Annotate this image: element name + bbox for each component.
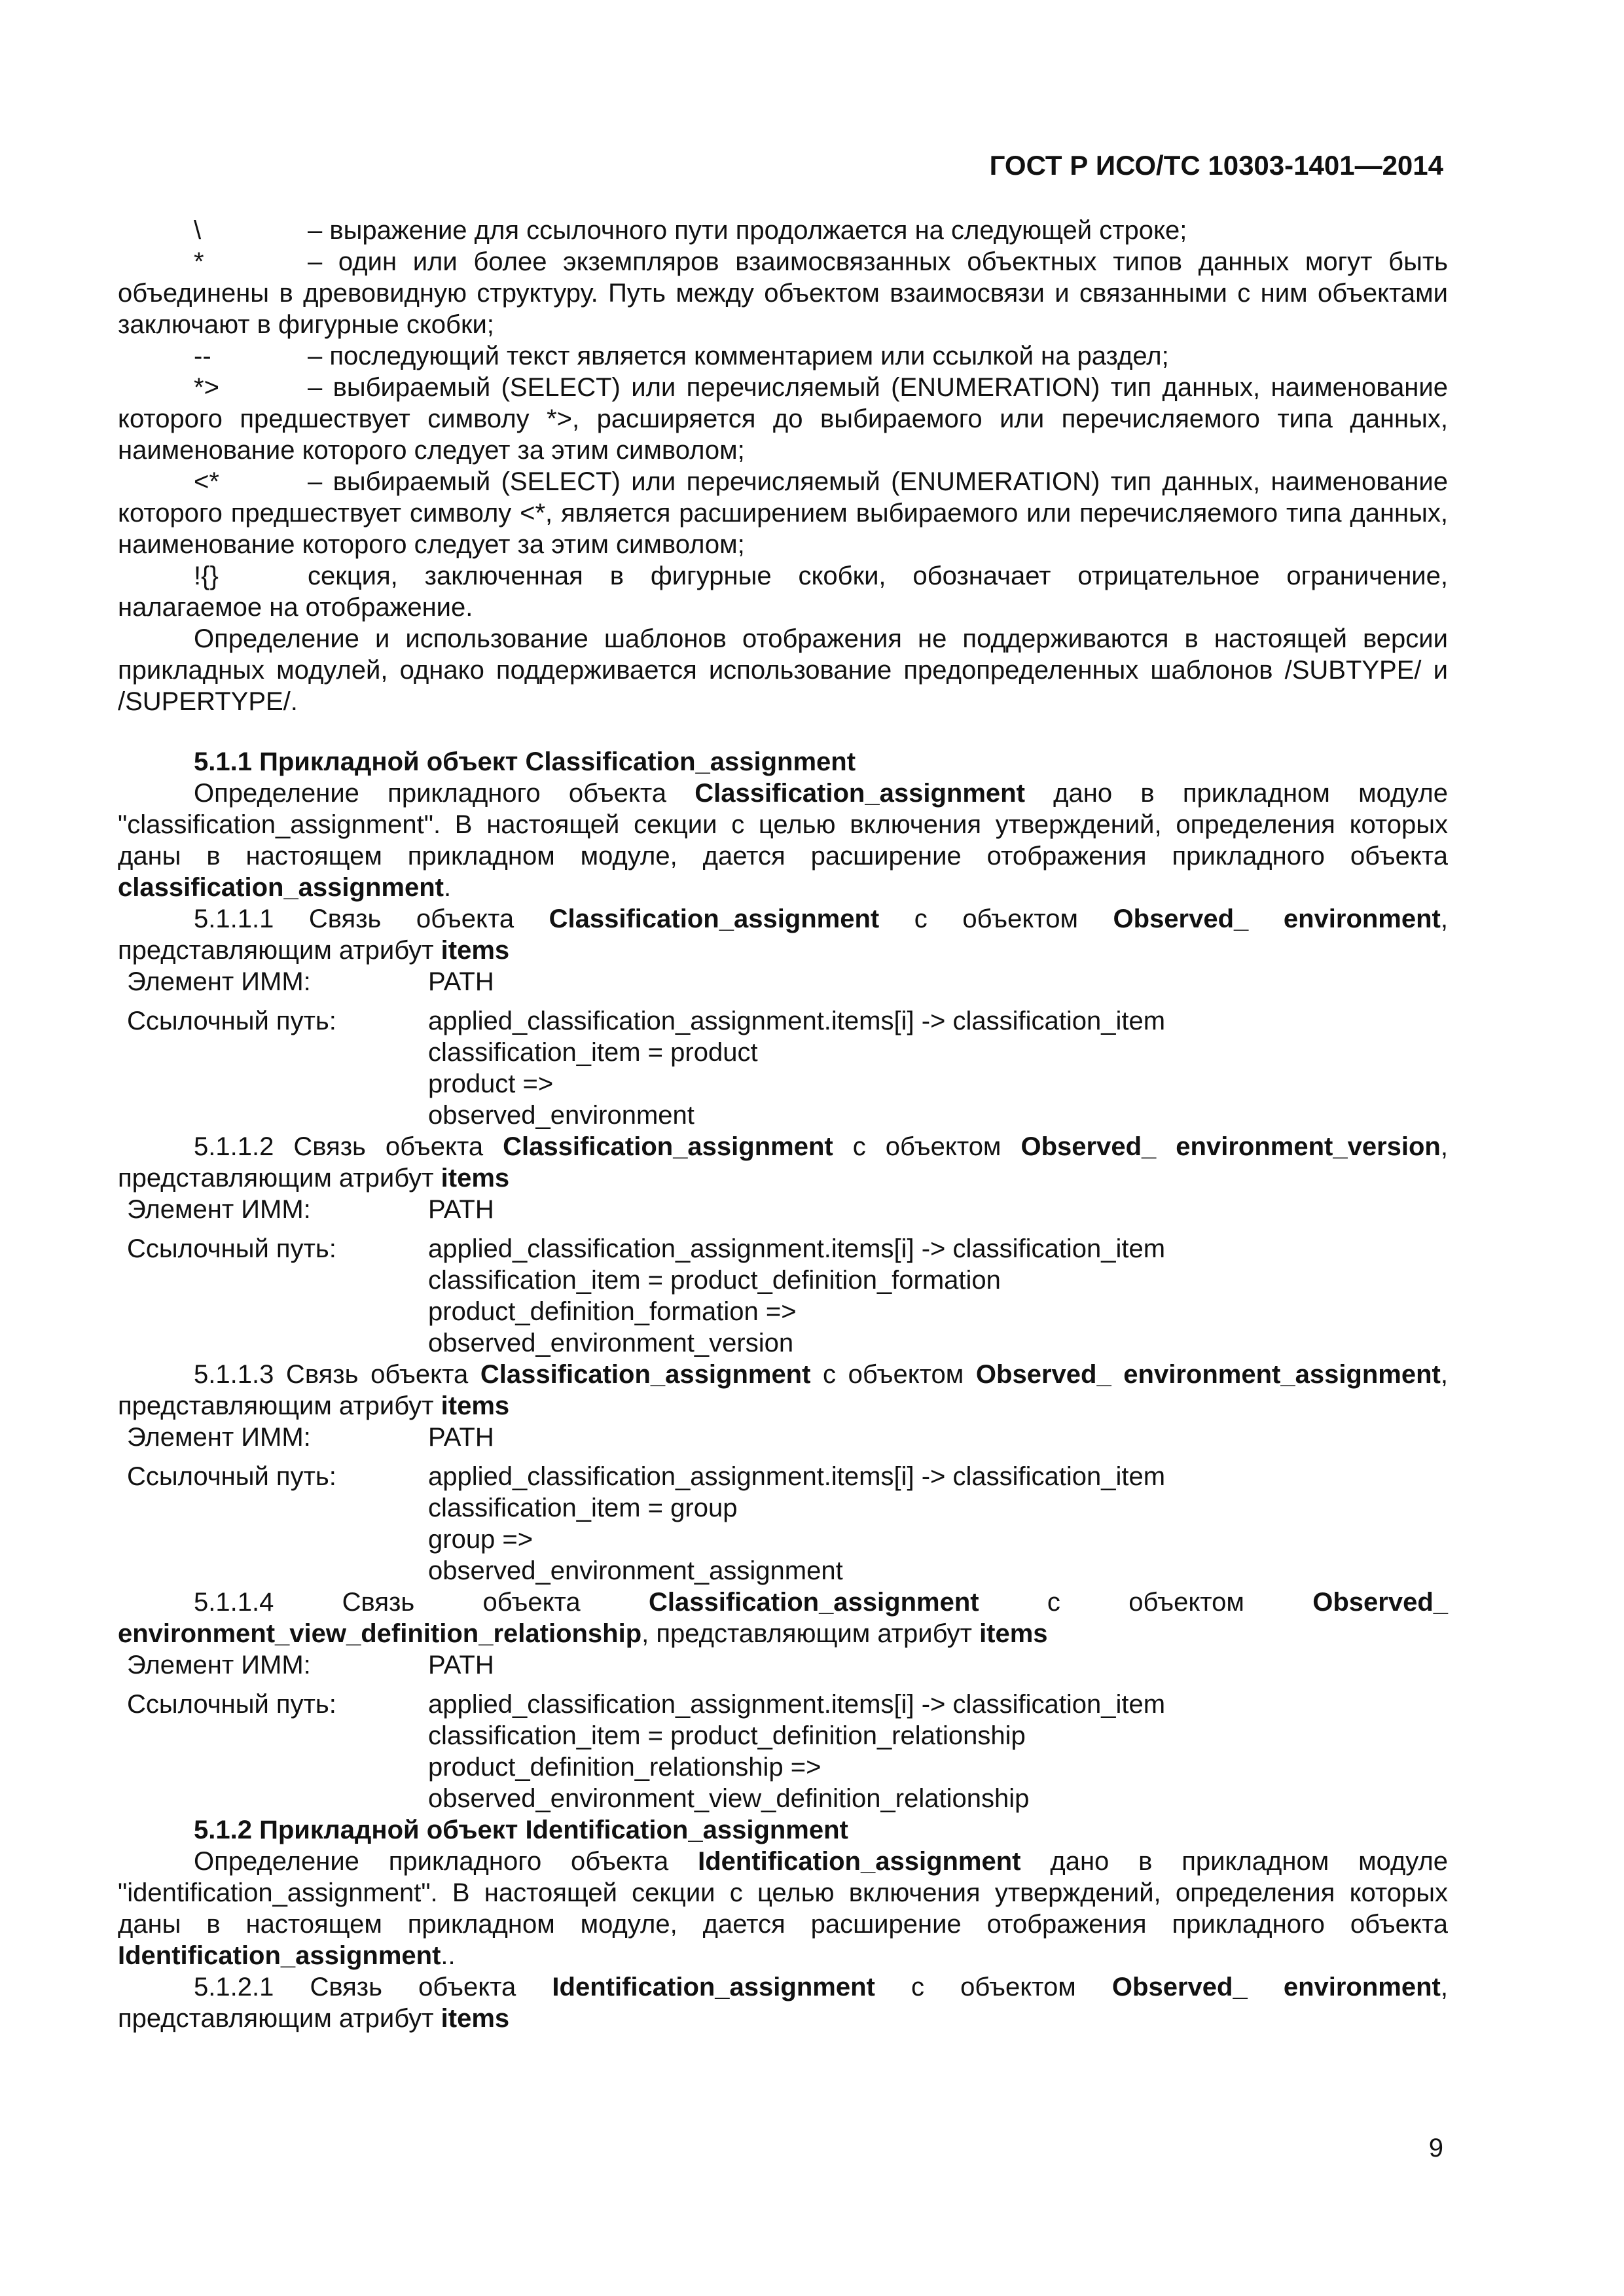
section-intro-5-1-2 bbox=[118, 1846, 1448, 1971]
intro-entity: classification_assignment bbox=[118, 873, 444, 902]
path-label: Ссылочный путь: bbox=[127, 1234, 336, 1263]
mapping-target: Observed_ environment bbox=[1111, 1973, 1441, 2001]
mapping-object: Identification_assignment bbox=[552, 1973, 875, 2001]
intro-entity: Classification_assignment bbox=[695, 779, 1025, 808]
path-line: applied_classification_assignment.items[i] -> classification_item bbox=[428, 1462, 1166, 1491]
path-line: observed_environment_assignment bbox=[428, 1556, 843, 1585]
legend-text: – один или более экземпляров взаимосвязанных объектных типов данных могут быть объединены в древовидную структуру. Путь между объектом взаимосвязи и связанными с ним объектами заключают в фигурные скобки; bbox=[118, 247, 1448, 339]
intro-entity: Identification_assignment bbox=[698, 1847, 1021, 1876]
mapping-number: 5.1.1.4 Связь объекта bbox=[194, 1588, 649, 1617]
path-line: observed_environment_version bbox=[428, 1329, 794, 1357]
intro-text: .. bbox=[441, 1941, 456, 1970]
mapping-attribute: items bbox=[441, 936, 510, 965]
legend-item bbox=[118, 340, 1448, 372]
mapping-text: , представляющим атрибут bbox=[118, 1360, 1448, 1420]
legend-symbol: *> bbox=[194, 373, 219, 402]
mapping-text: с объектом bbox=[810, 1360, 976, 1389]
legend-text: – выбираемый (SELECT) или перечисляемый (ENUMERATION) тип данных, наименование которого предшествует символу <*, является расширением выбираемого или перечисляемого типа данных, наименование которого следует за этим символом; bbox=[118, 467, 1448, 559]
mapping-text: с объектом bbox=[833, 1132, 1021, 1161]
path-lines bbox=[428, 1689, 1448, 1814]
mapping-element-row bbox=[118, 1422, 1448, 1453]
intro-text: Определение прикладного объекта bbox=[194, 1847, 698, 1876]
mapping-number: 5.1.1.2 Связь объекта bbox=[194, 1132, 503, 1161]
mapping-path-row bbox=[118, 1005, 1448, 1131]
path-label: Ссылочный путь: bbox=[127, 1690, 336, 1719]
legend-symbol: !{} bbox=[194, 562, 219, 590]
mapping-attribute: items bbox=[441, 1391, 510, 1420]
mapping-title bbox=[118, 1971, 1448, 2034]
mapping-object: Classification_assignment bbox=[480, 1360, 811, 1389]
path-line: observed_environment bbox=[428, 1101, 695, 1130]
path-line: observed_environment_view_definition_relationship bbox=[428, 1784, 1030, 1813]
mapping-text: с объектом bbox=[979, 1588, 1313, 1617]
intro-text: дано в прикладном модуле "classification_assignment". В настоящей секции с целью включения утверждений, определения которых даны в настоящем прикладном модуле, дается расширение отображения прикладного объекта bbox=[118, 779, 1449, 870]
intro-text: Определение прикладного объекта bbox=[194, 779, 695, 808]
mapping-text: с объектом bbox=[875, 1973, 1112, 2001]
legend-item bbox=[118, 246, 1448, 340]
document-header: ГОСТ Р ИСО/ТС 10303-1401—2014 bbox=[989, 150, 1443, 181]
mapping-element-row bbox=[118, 1194, 1448, 1225]
section-heading-5-1-1: 5.1.1 Прикладной объект Classification_assignment bbox=[194, 747, 856, 776]
intro-entity: Identification_assignment bbox=[118, 1941, 441, 1970]
legend-item bbox=[118, 560, 1448, 623]
legend-item bbox=[118, 215, 1448, 246]
section-heading-5-1-2: 5.1.2 Прикладной объект Identification_assignment bbox=[194, 1816, 848, 1844]
path-lines bbox=[428, 1233, 1448, 1359]
mapping-number: 5.1.1.1 Связь объекта bbox=[194, 905, 549, 933]
mapping-element-row bbox=[118, 966, 1448, 997]
mapping-title bbox=[118, 1131, 1448, 1194]
path-line: classification_item = group bbox=[428, 1494, 738, 1522]
path-line: classification_item = product_definition_formation bbox=[428, 1266, 1001, 1295]
mapping-attribute: items bbox=[441, 2004, 510, 2033]
legend-symbol: \ bbox=[194, 216, 202, 245]
element-value: PATH bbox=[428, 967, 494, 996]
path-line: classification_item = product_definition_relationship bbox=[428, 1721, 1026, 1750]
mapping-title bbox=[118, 903, 1448, 966]
path-label: Ссылочный путь: bbox=[127, 1462, 336, 1491]
path-line: product_definition_relationship => bbox=[428, 1753, 821, 1782]
path-line: product_definition_formation => bbox=[428, 1297, 797, 1326]
path-label: Ссылочный путь: bbox=[127, 1007, 336, 1035]
mapping-text: с объектом bbox=[879, 905, 1113, 933]
mapping-target: Observed_ environment_version bbox=[1020, 1132, 1441, 1161]
mapping-number: 5.1.2.1 Связь объекта bbox=[194, 1973, 552, 2001]
note-paragraph: Определение и использование шаблонов отображения не поддерживаются в настоящей версии прикладных модулей, однако поддерживается использование предопределенных шаблонов /SUBTYPE/ и /SUPERTYPE/. bbox=[118, 624, 1448, 716]
element-label: Элемент ИММ: bbox=[127, 1651, 311, 1679]
mapping-text: , представляющим атрибут bbox=[118, 1132, 1448, 1193]
path-line: product => bbox=[428, 1069, 554, 1098]
path-line: applied_classification_assignment.items[i] -> classification_item bbox=[428, 1007, 1166, 1035]
page-content bbox=[118, 215, 1448, 2034]
mapping-object: Classification_assignment bbox=[549, 905, 880, 933]
intro-text: дано в прикладном модуле "identification_assignment". В настоящей секции с целью включения утверждений, определения которых даны в настоящем прикладном модуле, дается расширение отображения прикладного объекта bbox=[118, 1847, 1449, 1939]
mapping-object: Classification_assignment bbox=[648, 1588, 979, 1617]
element-label: Элемент ИММ: bbox=[127, 1423, 311, 1452]
mapping-title bbox=[118, 1587, 1448, 1649]
legend-text: секция, заключенная в фигурные скобки, обозначает отрицательное ограничение, налагаемое на отображение. bbox=[118, 562, 1448, 622]
legend-text: – выбираемый (SELECT) или перечисляемый (ENUMERATION) тип данных, наименование которого предшествует символу *>, расширяется до выбираемого или перечисляемого типа данных, наименование которого следует за этим символом; bbox=[118, 373, 1448, 465]
legend-text: – выражение для ссылочного пути продолжается на следующей строке; bbox=[308, 216, 1187, 245]
mapping-text: , представляющим атрибут bbox=[118, 1973, 1448, 2033]
mapping-target: Observed_ environment_assignment bbox=[975, 1360, 1441, 1389]
mapping-object: Classification_assignment bbox=[503, 1132, 833, 1161]
element-label: Элемент ИММ: bbox=[127, 967, 311, 996]
element-label: Элемент ИММ: bbox=[127, 1195, 311, 1224]
element-value: PATH bbox=[428, 1651, 494, 1679]
legend-symbol: -- bbox=[194, 342, 211, 370]
element-value: PATH bbox=[428, 1423, 494, 1452]
path-line: applied_classification_assignment.items[i] -> classification_item bbox=[428, 1234, 1166, 1263]
page-number: 9 bbox=[1428, 2134, 1443, 2162]
mapping-text: , представляющим атрибут bbox=[641, 1619, 980, 1648]
mapping-text: , представляющим атрибут bbox=[118, 905, 1448, 965]
mapping-number: 5.1.1.3 Связь объекта bbox=[194, 1360, 480, 1389]
legend-item bbox=[118, 372, 1448, 466]
section-intro-5-1-1 bbox=[118, 778, 1448, 903]
intro-text: . bbox=[443, 873, 452, 902]
mapping-target: Observed_ environment_view_definition_relationship bbox=[118, 1588, 1448, 1648]
mapping-title bbox=[118, 1359, 1448, 1422]
legend-item bbox=[118, 466, 1448, 560]
mapping-attribute: items bbox=[441, 1164, 510, 1193]
mapping-attribute: items bbox=[979, 1619, 1048, 1648]
mapping-target: Observed_ environment bbox=[1113, 905, 1441, 933]
mapping-path-row bbox=[118, 1689, 1448, 1814]
element-value: PATH bbox=[428, 1195, 494, 1224]
mapping-path-row bbox=[118, 1461, 1448, 1587]
legend-text: – последующий текст является комментарием или ссылкой на раздел; bbox=[308, 342, 1169, 370]
mapping-element-row bbox=[118, 1649, 1448, 1681]
mapping-path-row bbox=[118, 1233, 1448, 1359]
path-lines bbox=[428, 1461, 1448, 1587]
path-line: group => bbox=[428, 1525, 533, 1554]
path-line: classification_item = product bbox=[428, 1038, 758, 1067]
legend-symbol: <* bbox=[194, 467, 219, 496]
path-line: applied_classification_assignment.items[i] -> classification_item bbox=[428, 1690, 1166, 1719]
path-lines bbox=[428, 1005, 1448, 1131]
legend-symbol: * bbox=[194, 247, 204, 276]
